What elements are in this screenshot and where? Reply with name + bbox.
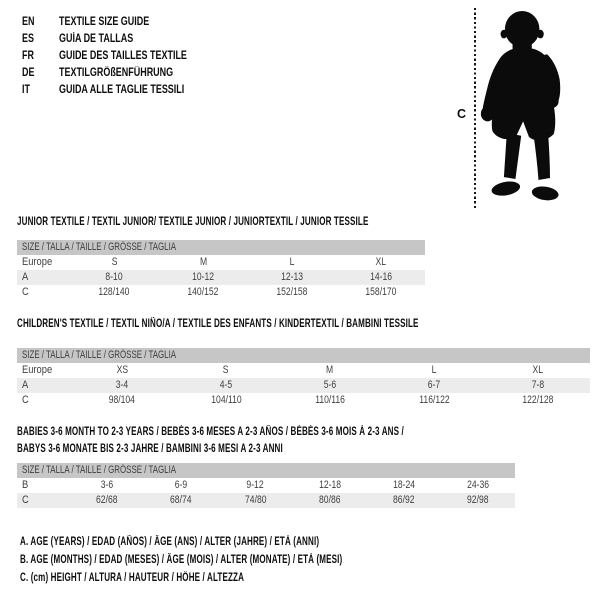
- size-cell: [70, 493, 144, 508]
- size-cell-text: 18-24: [392, 479, 415, 491]
- row-label-text: Europe: [22, 256, 53, 268]
- row-label: [17, 255, 70, 270]
- language-label-text: GUIDE DES TAILLES TEXTILE: [59, 49, 187, 62]
- table-row: [17, 493, 515, 508]
- language-list: [22, 13, 223, 99]
- table-header-band: [17, 348, 590, 363]
- size-cell-text: 10-12: [192, 271, 215, 283]
- table-title: BABIES 3-6 MONTH TO 2-3 YEARS / BEBÉS 3-6 MESES A 2-3 AÑOS / BÉBÉS 3-6 MOIS À 2-3 ANS /: [17, 426, 404, 438]
- childrens-textile-table: [17, 318, 590, 408]
- table-row: [17, 363, 590, 378]
- size-cell-text: S: [223, 364, 229, 376]
- size-cell-text: 7-8: [531, 379, 545, 391]
- row-label-text: A: [22, 379, 29, 391]
- height-label-c: C: [457, 107, 467, 121]
- size-cell: [174, 393, 278, 408]
- size-cell-text: 140/152: [187, 286, 219, 298]
- language-code-text: FR: [22, 49, 34, 62]
- size-cell: [278, 393, 382, 408]
- height-measure-dotted-line: [474, 8, 476, 209]
- size-cell: [70, 478, 144, 493]
- size-cell-text: S: [111, 256, 118, 268]
- language-label: [59, 16, 175, 28]
- language-label: [59, 84, 220, 96]
- table-header-text: SIZE / TALLA / TAILLE / GRÖSSE / TAGLIA: [22, 464, 177, 476]
- size-cell: [441, 478, 515, 493]
- size-cell-text: M: [199, 256, 207, 268]
- language-label: [59, 50, 223, 62]
- size-cell: [293, 493, 367, 508]
- language-row: [22, 82, 223, 99]
- size-cell-text: 8-10: [105, 271, 123, 283]
- size-cell-text: 3-4: [115, 379, 129, 391]
- size-cell-text: 116/122: [418, 394, 450, 406]
- size-cell-text: XS: [116, 364, 128, 376]
- size-cell: [70, 270, 159, 285]
- table-title-line2: BABYS 3-6 MONATE BIS 2-3 JAHRE / BAMBINI 3-6 MESI A 2-3 ANNI: [17, 443, 283, 455]
- junior-textile-table: [17, 216, 425, 300]
- size-cell-text: 6-7: [427, 379, 441, 391]
- babies-textile-table: [17, 426, 515, 508]
- size-cell: [441, 493, 515, 508]
- size-cell: [367, 493, 441, 508]
- row-label-text: C: [22, 494, 29, 506]
- size-cell: [486, 378, 590, 393]
- language-code-text: IT: [22, 84, 30, 97]
- language-row: [22, 30, 223, 47]
- row-label: [17, 493, 70, 508]
- size-cell-text: 86/92: [393, 494, 415, 506]
- size-cell-text: L: [431, 364, 437, 376]
- size-cell: [144, 493, 218, 508]
- size-cell-text: 3-6: [100, 479, 114, 491]
- size-cell: [382, 393, 486, 408]
- size-cell-text: 6-9: [175, 479, 188, 491]
- table-row: [17, 378, 590, 393]
- table-header-text: SIZE / TALLA / TAILLE / GRÖSSE / TAGLIA: [22, 241, 177, 253]
- size-cell: [174, 378, 278, 393]
- table-row: [17, 270, 425, 285]
- row-label-text: C: [22, 394, 29, 406]
- size-cell-text: M: [326, 364, 334, 376]
- size-cell: [159, 255, 248, 270]
- table-header-band: [17, 463, 515, 478]
- row-label-text: A: [22, 271, 29, 283]
- size-cell-text: XL: [532, 364, 544, 376]
- language-label-text: TEXTILGRÖßENFÜHRUNG: [59, 67, 174, 80]
- size-cell: [144, 478, 218, 493]
- size-cell-text: 152/158: [276, 286, 308, 298]
- size-cell-text: 98/104: [108, 394, 136, 406]
- size-cell-text: 128/140: [98, 286, 130, 298]
- size-cell: [159, 285, 248, 300]
- size-cell-text: 92/98: [467, 494, 489, 506]
- size-cell-text: 80/86: [318, 494, 341, 506]
- language-label-text: GUIDA ALLE TAGLIE TESSILI: [59, 84, 185, 97]
- size-cell-text: 62/68: [96, 494, 118, 506]
- language-label-text: TEXTILE SIZE GUIDE: [59, 15, 150, 28]
- row-label: [17, 363, 70, 378]
- size-cell-text: L: [289, 256, 295, 268]
- size-cell: [367, 478, 441, 493]
- size-cell-text: 14-16: [369, 271, 392, 283]
- language-label-text: GUÍA DE TALLAS: [59, 32, 134, 45]
- size-cell-text: 110/116: [315, 394, 345, 406]
- size-cell-text: 12-18: [318, 479, 341, 491]
- table-row: [17, 478, 515, 493]
- table-row: [17, 255, 425, 270]
- language-code-text: ES: [22, 32, 34, 45]
- size-cell: [336, 285, 425, 300]
- size-cell-text: 24-36: [466, 479, 489, 491]
- size-cell-text: 12-13: [280, 271, 303, 283]
- size-cell: [248, 270, 337, 285]
- footnotes: [20, 533, 481, 587]
- row-label: [17, 285, 70, 300]
- language-code: [22, 16, 59, 28]
- table-row: [17, 393, 590, 408]
- size-cell: [278, 378, 382, 393]
- row-label-text: Europe: [22, 364, 53, 376]
- language-code-text: DE: [22, 67, 35, 80]
- note-line: C. (cm) HEIGHT / ALTURA / HAUTEUR / HÖHE / ALTEZZA: [20, 572, 245, 584]
- row-label: [17, 270, 70, 285]
- row-label: [17, 478, 70, 493]
- size-cell-text: 104/110: [210, 394, 242, 406]
- size-cell: [70, 285, 159, 300]
- note-line: B. AGE (MONTHS) / EDAD (MESES) / ÂGE (MOIS) / ALTER (MONATE) / ETÀ (MESI): [20, 554, 343, 566]
- row-label: [17, 378, 70, 393]
- size-cell: [70, 363, 174, 378]
- size-cell-text: 158/170: [365, 286, 397, 298]
- size-cell: [248, 255, 337, 270]
- row-label: [17, 393, 70, 408]
- size-cell: [293, 478, 367, 493]
- language-code: [22, 50, 59, 62]
- size-cell: [382, 378, 486, 393]
- language-code: [22, 33, 59, 45]
- size-cell: [174, 363, 278, 378]
- note-line: A. AGE (YEARS) / EDAD (AÑOS) / ÂGE (ANS) / ALTER (JAHRE) / ETÀ (ANNI): [20, 536, 320, 548]
- size-cell: [278, 363, 382, 378]
- size-cell: [218, 478, 292, 493]
- table-row: [17, 285, 425, 300]
- size-cell-text: 5-6: [323, 379, 337, 391]
- row-label-text: C: [22, 286, 29, 298]
- language-code: [22, 67, 59, 79]
- size-cell-text: XL: [375, 256, 386, 268]
- baby-silhouette: [478, 6, 574, 208]
- size-cell: [382, 363, 486, 378]
- language-label: [59, 33, 154, 45]
- size-cell-text: 68/74: [170, 494, 192, 506]
- size-cell: [336, 255, 425, 270]
- size-cell-text: 122/128: [522, 394, 554, 406]
- size-cell: [336, 270, 425, 285]
- language-row: [22, 65, 223, 82]
- size-cell: [218, 493, 292, 508]
- row-label-text: B: [22, 479, 29, 491]
- size-cell-text: 4-5: [219, 379, 233, 391]
- table-title: JUNIOR TEXTILE / TEXTIL JUNIOR/ TEXTILE JUNIOR / JUNIORTEXTIL / JUNIOR TESSILE: [17, 216, 369, 228]
- language-label: [59, 67, 205, 79]
- size-cell-text: 74/80: [244, 494, 267, 506]
- table-header-text: SIZE / TALLA / TAILLE / GRÖSSE / TAGLIA: [22, 349, 177, 361]
- language-code-text: EN: [22, 15, 35, 28]
- language-row: [22, 13, 223, 30]
- size-cell: [159, 270, 248, 285]
- size-cell: [70, 255, 159, 270]
- size-cell: [486, 393, 590, 408]
- table-header-band: [17, 240, 425, 255]
- size-cell: [248, 285, 337, 300]
- language-code: [22, 84, 59, 96]
- size-cell: [486, 363, 590, 378]
- size-cell-text: 9-12: [246, 479, 265, 491]
- size-cell: [70, 393, 174, 408]
- table-title: CHILDREN'S TEXTILE / TEXTIL NIÑO/A / TEXTILE DES ENFANTS / KINDERTEXTIL / BAMBINI TESSILE: [17, 318, 419, 330]
- size-cell: [70, 378, 174, 393]
- language-row: [22, 47, 223, 64]
